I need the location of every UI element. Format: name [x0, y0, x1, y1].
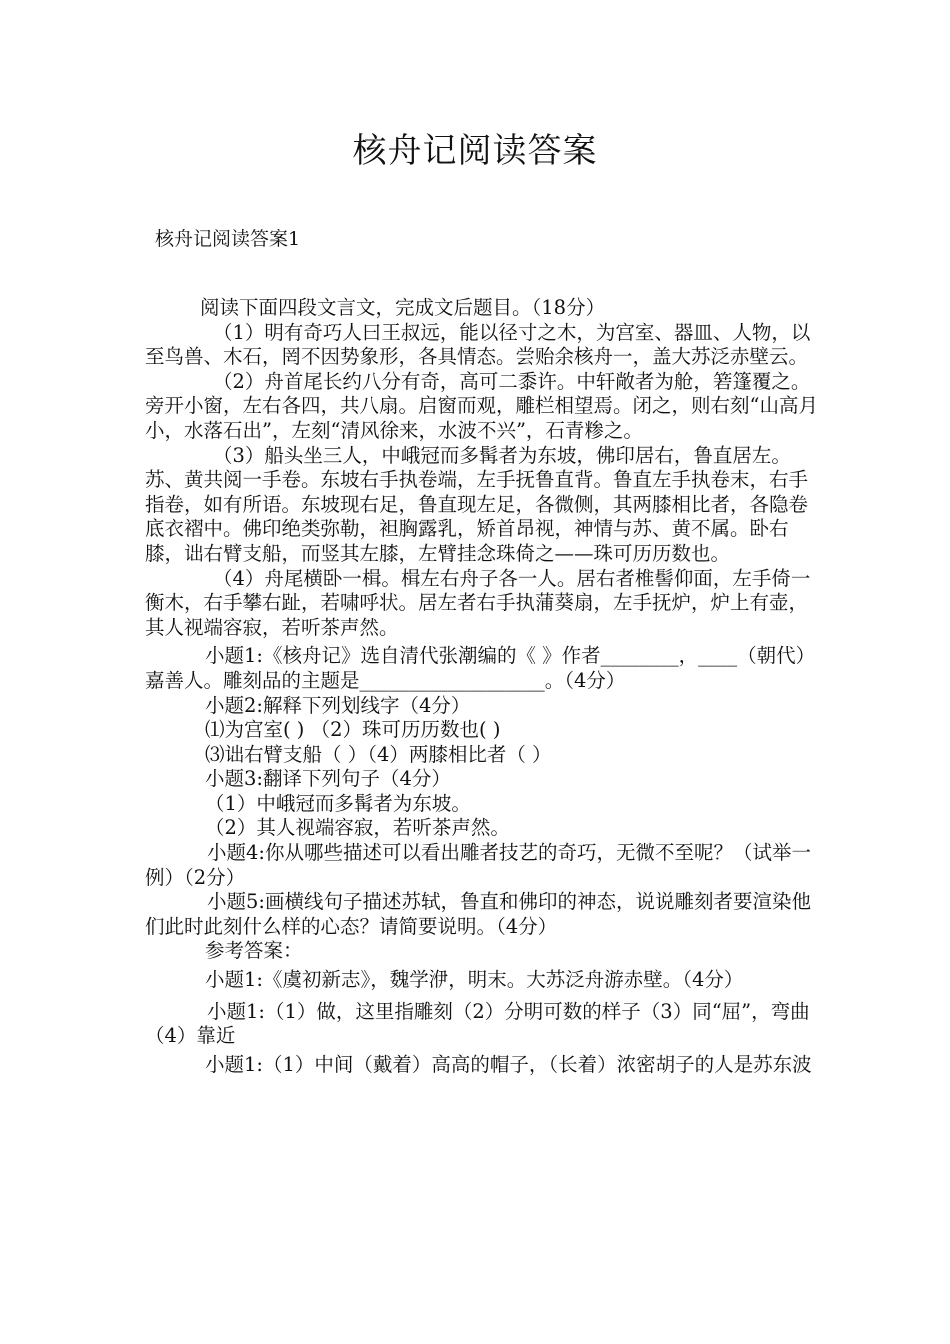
passage-3: （3）船头坐三人，中峨冠而多髯者为东坡，佛印居右，鲁直居左。苏、黄共阅一手卷。东坡右手执卷端，左手抚鲁直背。鲁直左手执卷末，右手指卷，如有所语。东坡现右足，鲁直现左足，各微侧，其两膝相比者，各隐卷底衣褶中。佛印绝类弥勒，袒胸露乳，矫首昂视，神情与苏、黄不属。卧右膝，诎右臂支船，而竖其左膝，左臂挂念珠倚之——珠可历历数也。: [145, 443, 809, 565]
passage-1: （1）明有奇巧人曰王叔远，能以径寸之木，为宫室、器皿、人物，以至鸟兽、木石，罔不因势象形，各具情态。尝贻余核舟一，盖大苏泛赤壁云。: [145, 320, 811, 369]
question-3-item-1: （1）中峨冠而多髯者为东坡。: [205, 791, 471, 815]
question-3-item-2: （2）其人视端容寂，若听茶声然。: [205, 816, 510, 840]
page-title: 核舟记阅读答案: [352, 131, 598, 171]
question-2: 小题2:解释下列划线字（4分）: [205, 693, 471, 717]
document-body: [145, 296, 825, 1077]
question-1: 小题1:《核舟记》选自清代张潮编的《 》作者________，____（朝代）嘉善人。雕刻品的主题是___________________。（4分）: [145, 644, 816, 692]
question-2-items-a: ⑴为宫室( ) （2）珠可历历数也( ): [205, 718, 501, 742]
section-subtitle: 核舟记阅读答案1: [155, 228, 301, 250]
passage-4: （4）舟尾横卧一楫。楫左右舟子各一人。居右者椎髻仰面，左手倚一衡木，右手攀右趾，若啸呼状。居左者右手执蒲葵扇，左手抚炉，炉上有壶，其人视端容寂，若听茶声然。: [145, 566, 811, 639]
passage-2: （2）舟首尾长约八分有奇，高可二黍许。中轩敞者为舱，箬篷覆之。旁开小窗，左右各四，共八扇。启窗而观，雕栏相望焉。闭之，则右刻“山高月小，水落石出”，左刻“清风徐来，水波不兴”，石青糁之。: [145, 369, 818, 442]
question-5: 小题5:画横线句子描述苏轼，鲁直和佛印的神态，说说雕刻者要渲染他们此时此刻什么样的心态？请简要说明。（4分）: [145, 890, 811, 938]
answers-label: 参考答案：: [205, 939, 303, 963]
answer-3: 小题1:（1）中间（戴着）高高的帽子，（长着）浓密胡子的人是苏东波: [205, 1052, 812, 1076]
question-4: 小题4:你从哪些描述可以看出雕者技艺的奇巧，无微不至呢？（试举一例）（2分）: [145, 841, 811, 889]
answer-2: 小题1:（1）做，这里指雕刻（2）分明可数的样子（3）同“屈”，弯曲（4）靠近: [145, 999, 810, 1048]
intro-paragraph: 阅读下面四段文言文，完成文后题目。（18分）: [200, 296, 606, 319]
question-3: 小题3:翻译下列句子（4分）: [205, 767, 451, 791]
answer-1: 小题1:《虞初新志》，魏学洢，明末。大苏泛舟游赤壁。（4分）: [205, 968, 744, 992]
question-2-items-b: ⑶诎右臂支船（ ）（4）两膝相比者（ ）: [205, 742, 552, 766]
